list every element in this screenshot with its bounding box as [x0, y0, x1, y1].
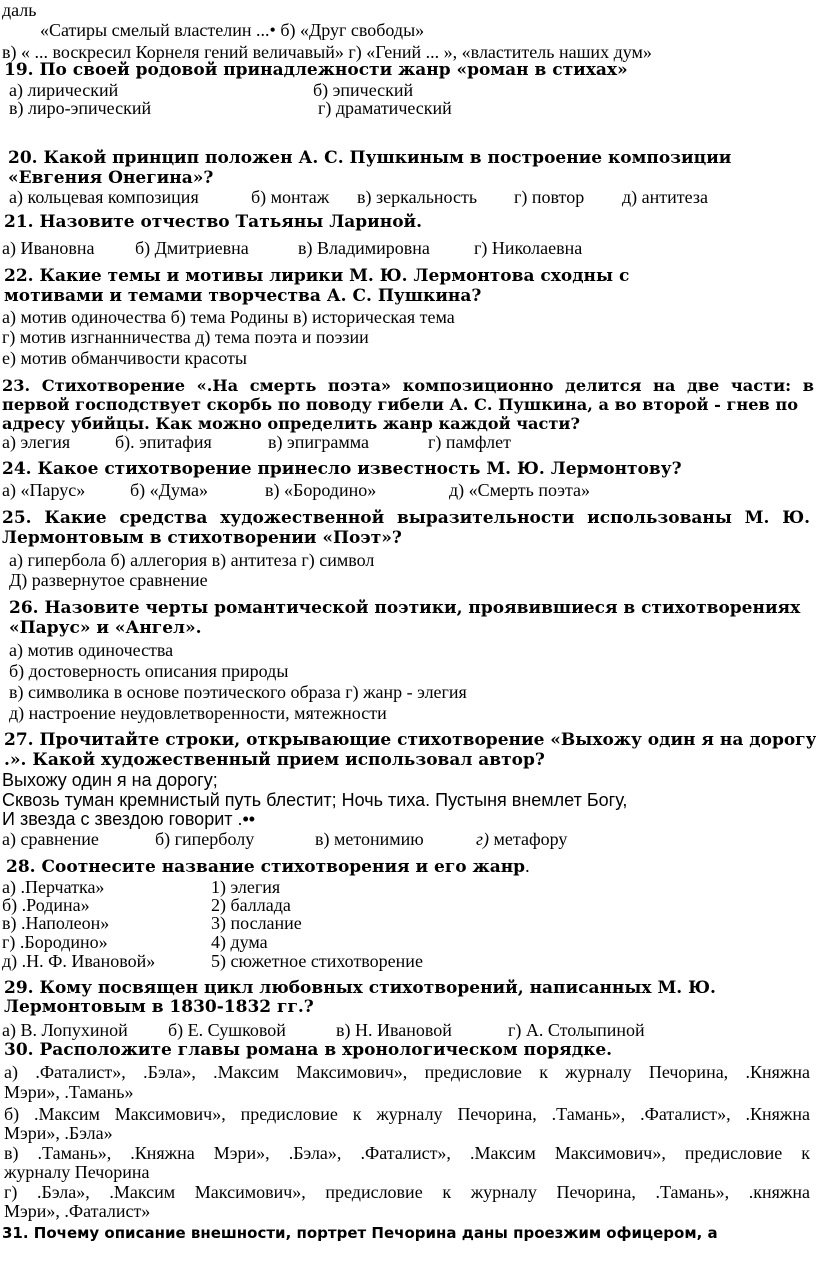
- option-24a: а) «Парус»: [2, 480, 86, 500]
- question-26-cont: «Парус» и «Ангел».: [9, 618, 202, 638]
- option-29d: г) А. Столыпиной: [508, 1020, 645, 1040]
- option-29a: а) В. Лопухиной: [2, 1020, 128, 1040]
- question-23-cont: первой господствует скорбь по поводу гибели А. С. Пушкина, а во второй - гнев по: [2, 395, 799, 414]
- question-23-cont2: адресу убийцы. Как можно определить жанр каждой части?: [2, 414, 580, 433]
- match-left-item: в) .Наполеон»: [2, 913, 110, 933]
- question-28: [6, 856, 530, 877]
- option-text: метафору: [493, 829, 568, 849]
- question-23: 23. Стихотворение «.На смерть поэта» композиционно делится на две части: в: [2, 376, 814, 395]
- question-29: 29. Кому посвящен цикл любовных стихотворений, написанных М. Ю.: [4, 978, 716, 998]
- option-30b-cont: Мэри», .Бэла»: [4, 1123, 113, 1143]
- question-27-cont: .». Какой художественный прием использовал автор?: [4, 750, 545, 770]
- option-21a: а) Ивановна: [2, 238, 95, 258]
- match-right-item: 2) баллада: [211, 895, 291, 915]
- option-30c: в) .Тамань», .Княжна Мэри», .Бэла», .Фаталист», .Максим Максимович», предисловие к: [4, 1143, 810, 1163]
- option-19b: б) эпический: [313, 80, 414, 100]
- question-30: 30. Расположите главы романа в хронологическом порядке.: [4, 1040, 613, 1060]
- question-25: 25. Какие средства художественной выразительности использованы М. Ю.: [2, 508, 810, 528]
- option-30d: г) .Бэла», .Максим Максимович», предисловие к журналу Печорина, .Тамань», .княжна: [4, 1182, 810, 1202]
- option-30a-cont: Мэри», .Тамань»: [4, 1082, 134, 1102]
- option-20e: д) антитеза: [622, 187, 708, 207]
- option-letter: г): [476, 829, 490, 849]
- question-20-cont: «Евгения Онегина»?: [8, 168, 214, 188]
- question-22: 22. Какие темы и мотивы лирики М. Ю. Лермонтова сходны с: [4, 266, 630, 286]
- match-left-item: г) .Бородино»: [2, 932, 108, 952]
- option-30d-cont: Мэри», .Фаталист»: [4, 1201, 151, 1221]
- question-28-text: 28. Соотнесите название стихотворения и его жанр: [6, 857, 526, 877]
- option-26b: б) достоверность описания природы: [9, 661, 289, 681]
- option-26d: д) настроение неудовлетворенности, мятежности: [9, 703, 387, 723]
- option-19a: а) лирический: [9, 80, 119, 100]
- question-19: 19. По своей родовой принадлежности жанр «роман в стихах»: [4, 60, 628, 80]
- option-19d: г) драматический: [318, 98, 452, 118]
- option-27b: б) гиперболу: [155, 829, 255, 849]
- match-right-item: 1) элегия: [211, 877, 281, 897]
- match-right-item: 5) сюжетное стихотворение: [211, 951, 423, 971]
- poem-line: Выхожу один я на дорогу;: [2, 770, 218, 790]
- option-27c: в) метонимию: [315, 829, 424, 849]
- match-right-item: 3) послание: [211, 913, 302, 933]
- option-21c: в) Владимировна: [298, 238, 430, 258]
- option-20b: б) монтаж: [251, 187, 330, 207]
- option-19c: в) лиро-эпический: [9, 98, 152, 118]
- option-21b: б) Дмитриевна: [135, 238, 249, 258]
- option-26a: а) мотив одиночества: [9, 640, 174, 660]
- question-21: 21. Назовите отчество Татьяны Лариной.: [4, 212, 423, 232]
- poem-line: Сквозь туман кремнистый путь блестит; Ночь тиха. Пустыня внемлет Богу,: [2, 790, 628, 810]
- option-20c: в) зеркальность: [357, 187, 478, 207]
- option-29c: в) Н. Ивановой: [336, 1020, 452, 1040]
- option-23b: б). эпитафия: [115, 432, 212, 452]
- text-line: в) « ... воскресил Корнеля гений величавый» г) «Гений ... », «властитель наших дум»: [2, 42, 652, 62]
- question-26: 26. Назовите черты романтической поэтики, проявившиеся в стихотворениях: [9, 598, 801, 618]
- question-31: 31. Почему описание внешности, портрет Печорина даны проезжим офицером, а: [2, 1224, 718, 1242]
- option-22-line1: а) мотив одиночества б) тема Родины в) историческая тема: [2, 307, 455, 327]
- question-22-cont: мотивами и темами творчества А. С. Пушкина?: [4, 286, 482, 306]
- option-22-line2: г) мотив изгнанничества д) тема поэта и поэзии: [2, 327, 369, 347]
- option-27a: а) сравнение: [2, 829, 99, 849]
- poem-line: И звезда с звездою говорит .••: [2, 809, 256, 829]
- option-22-line3: е) мотив обманчивости красоты: [2, 348, 247, 368]
- text-line: даль: [2, 0, 37, 20]
- option-24d: д) «Смерть поэта»: [449, 480, 591, 500]
- option-29b: б) Е. Сушковой: [168, 1020, 286, 1040]
- option-30c-cont: журналу Печорина: [4, 1162, 150, 1182]
- option-30a: а) .Фаталист», .Бэла», .Максим Максимович», предисловие к журналу Печорина, .Княжна: [4, 1062, 810, 1082]
- match-right-item: 4) дума: [211, 932, 268, 952]
- question-20: 20. Какой принцип положен А. С. Пушкиным в построение композиции: [8, 148, 732, 168]
- text-line: «Сатиры смелый властелин ...• б) «Друг свободы»: [40, 20, 425, 40]
- match-left-item: д) .Н. Ф. Ивановой»: [2, 951, 156, 971]
- option-20d: г) повтор: [514, 187, 585, 207]
- match-left-item: б) .Родина»: [2, 895, 90, 915]
- option-24c: в) «Бородино»: [265, 480, 377, 500]
- match-left-item: а) .Перчатка»: [2, 877, 105, 897]
- option-24b: б) «Дума»: [130, 480, 208, 500]
- question-29-cont: Лермонтовым в 1830-1832 гг.?: [4, 997, 314, 1017]
- option-27d: [476, 829, 567, 849]
- option-25-line1: а) гипербола б) аллегория в) антитеза г) символ: [9, 550, 375, 570]
- option-23c: в) эпиграмма: [268, 432, 370, 452]
- option-30b: б) .Максим Максимович», предисловие к журналу Печорина, .Тамань», .Фаталист», .Княжна: [4, 1104, 810, 1124]
- question-25-cont: Лермонтовым в стихотворении «Поэт»?: [2, 528, 402, 548]
- question-28-period: .: [525, 856, 530, 876]
- question-24: 24. Какое стихотворение принесло известность М. Ю. Лермонтову?: [2, 459, 682, 479]
- option-26c: в) символика в основе поэтического образа г) жанр - элегия: [9, 682, 467, 702]
- option-23a: а) элегия: [2, 432, 71, 452]
- option-21d: г) Николаевна: [474, 238, 583, 258]
- option-20a: а) кольцевая композиция: [9, 187, 199, 207]
- question-27: 27. Прочитайте строки, открывающие стихотворение «Выхожу один я на дорогу: [4, 730, 816, 750]
- option-25-line2: Д) развернутое сравнение: [9, 570, 208, 590]
- option-23d: г) памфлет: [428, 432, 511, 452]
